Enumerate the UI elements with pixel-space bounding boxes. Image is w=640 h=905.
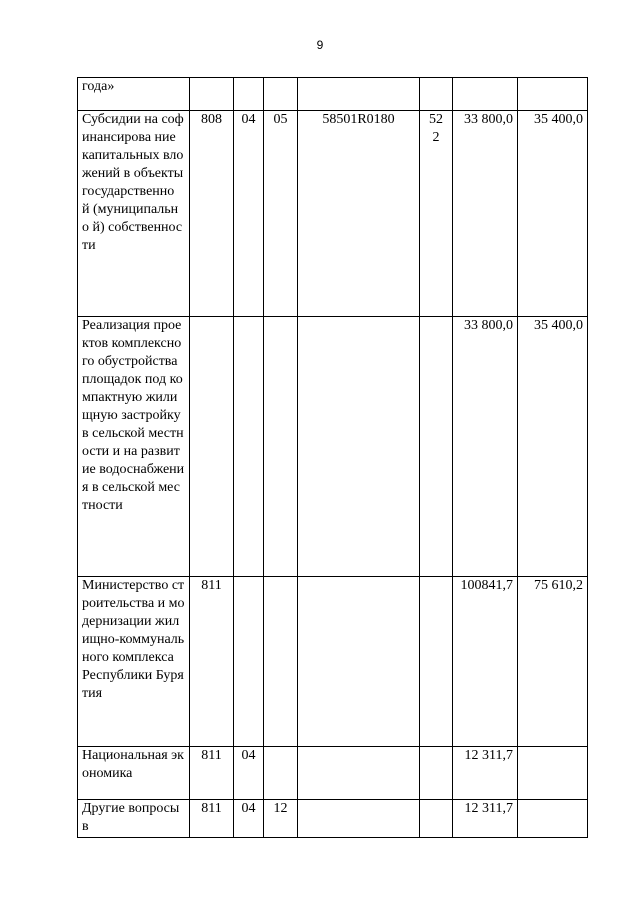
table-row [78,317,588,577]
amount-year2-cell: 35 400,0 [518,111,588,317]
amount-year2-cell [518,747,588,800]
ministry-code-cell [190,317,234,577]
target-article-cell: 58501R0180 [298,111,420,317]
table-row [78,800,588,838]
table-row [78,577,588,747]
subsection-code-cell [264,78,298,111]
target-article-cell [298,78,420,111]
section-code-cell [234,78,264,111]
amount-year1-cell: 100841,7 [453,577,518,747]
section-code-cell [234,317,264,577]
table-row [78,747,588,800]
expense-type-cell: 52 2 [420,111,453,317]
row-name-cell: года» [78,78,190,111]
amount-year2-cell: 75 610,2 [518,577,588,747]
amount-year2-cell: 35 400,0 [518,317,588,577]
ministry-code-cell [190,78,234,111]
amount-year2-cell [518,800,588,838]
section-code-cell: 04 [234,111,264,317]
ministry-code-cell: 811 [190,800,234,838]
target-article-cell [298,800,420,838]
section-code-cell [234,577,264,747]
row-name-cell: Национальная экономика [78,747,190,800]
expense-type-cell [420,78,453,111]
amount-year1-cell [453,78,518,111]
target-article-cell [298,317,420,577]
row-name-cell: Министерство строительства и модернизации жилищно-коммунального комплекса Республики Бурятия [78,577,190,747]
budget-table [77,77,588,838]
target-article-cell [298,577,420,747]
expense-type-cell [420,577,453,747]
target-article-cell [298,747,420,800]
amount-year1-cell: 33 800,0 [453,317,518,577]
amount-year1-cell: 12 311,7 [453,800,518,838]
expense-type-cell [420,317,453,577]
row-name-cell: Субсидии на софинансирова ние капитальных вложений в объекты государственно й (муниципально й) собственности [78,111,190,317]
subsection-code-cell [264,317,298,577]
amount-year1-cell: 33 800,0 [453,111,518,317]
table-row [78,78,588,111]
expense-type-cell [420,800,453,838]
subsection-code-cell [264,747,298,800]
ministry-code-cell: 811 [190,577,234,747]
row-name-cell: Другие вопросы в [78,800,190,838]
ministry-code-cell: 811 [190,747,234,800]
amount-year2-cell [518,78,588,111]
page-number: 9 [316,38,324,52]
row-name-cell: Реализация проектов комплексного обустройства площадок под компактную жилищную застройку в сельской местности и на развитие водоснабжения в сельской местности [78,317,190,577]
expense-type-cell [420,747,453,800]
section-code-cell: 04 [234,800,264,838]
table-row [78,111,588,317]
subsection-code-cell [264,577,298,747]
subsection-code-cell: 05 [264,111,298,317]
subsection-code-cell: 12 [264,800,298,838]
section-code-cell: 04 [234,747,264,800]
amount-year1-cell: 12 311,7 [453,747,518,800]
ministry-code-cell: 808 [190,111,234,317]
